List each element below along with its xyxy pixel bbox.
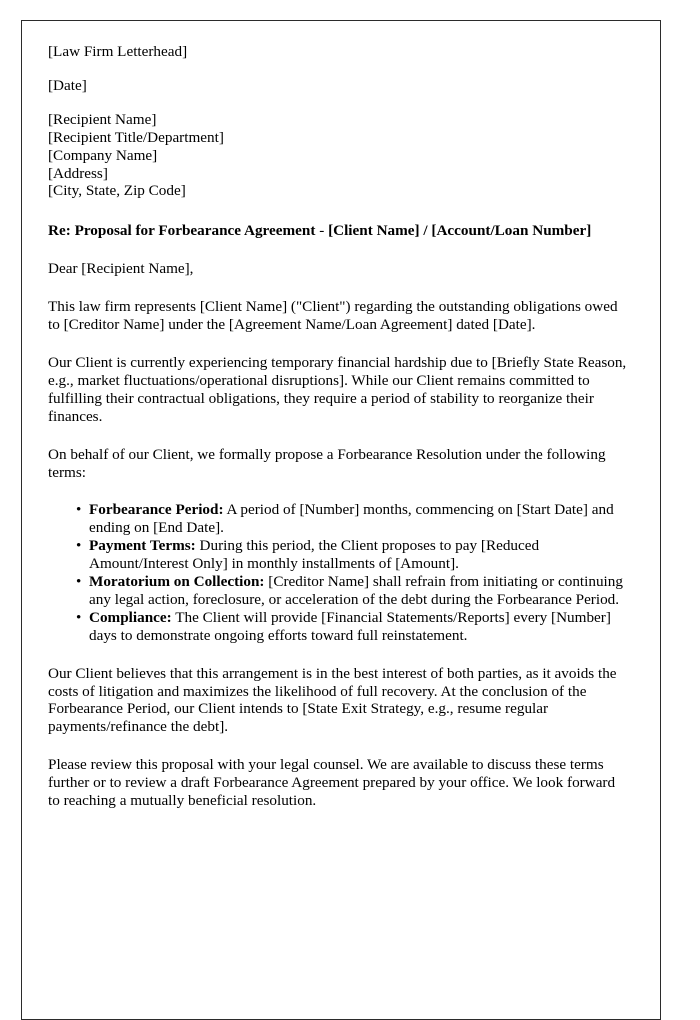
document-content xyxy=(22,21,660,810)
list-item-term: Compliance: xyxy=(89,608,172,626)
spacer xyxy=(48,61,628,77)
recipient-title: [Recipient Title/Department] xyxy=(48,128,224,146)
date-line: [Date] xyxy=(48,76,87,94)
bullet-icon: • xyxy=(76,537,82,555)
paragraph-closing: Please review this proposal with your legal counsel. We are available to discuss these terms further or to review a draft Forbearance Agreement prepared by your office. We look forward to reaching a mutually beneficial resolution. xyxy=(48,756,616,810)
subject-line xyxy=(48,222,628,240)
recipient-city-state-zip: [City, State, Zip Code] xyxy=(48,182,186,200)
list-item-text: During this period, the Client proposes to pay [Reduced Amount/Interest Only] in monthly installments of [Amount]. xyxy=(89,537,540,573)
list-item-text: A period of [Number] months, commencing on [Start Date] and ending on [End Date]. xyxy=(89,501,614,537)
salutation: Dear [Recipient Name], xyxy=(48,260,194,278)
spacer xyxy=(48,736,628,756)
recipient-address-block xyxy=(48,111,628,201)
spacer xyxy=(48,240,628,260)
forbearance-terms-list xyxy=(48,501,628,644)
letterhead-line: [Law Firm Letterhead] xyxy=(48,43,188,60)
list-item xyxy=(76,501,628,537)
spacer xyxy=(48,95,628,111)
spacer xyxy=(48,645,628,665)
subject-prefix: Re: Proposal for Forbearance Agreement xyxy=(48,222,316,240)
list-item-term: Payment Terms: xyxy=(89,537,196,555)
bullet-icon: • xyxy=(76,608,82,626)
bullet-icon: • xyxy=(76,573,82,591)
subject-separator: - xyxy=(315,222,329,240)
list-item-text: The Client will provide [Financial Statements/Reports] every [Number] days to demonstrate ongoing efforts toward full reinstatement. xyxy=(89,608,611,644)
list-item xyxy=(76,609,628,645)
spacer xyxy=(48,426,628,446)
list-item xyxy=(76,537,628,573)
list-item-term: Forbearance Period: xyxy=(89,501,224,519)
paragraph-hardship: Our Client is currently experiencing temporary financial hardship due to [Briefly State Reason, e.g., market fluctuations/operational disruptions]. While our Client remains committed to fulfilling their contractual obligations, they require a period of stability to reorganize their finances. xyxy=(48,353,627,425)
spacer xyxy=(48,334,628,354)
recipient-address: [Address] xyxy=(48,164,108,182)
spacer xyxy=(48,200,628,222)
document-page xyxy=(21,20,661,1020)
spacer xyxy=(48,481,628,501)
recipient-name: [Recipient Name] xyxy=(48,110,157,128)
list-item xyxy=(76,573,628,609)
list-item-text: [Creditor Name] shall refrain from initiating or continuing any legal action, foreclosure, or acceleration of the debt during the Forbearance Period. xyxy=(89,573,623,608)
paragraph-representation: This law firm represents [Client Name] ("Client") regarding the outstanding obligations owed to [Creditor Name] under the [Agreement Name/Loan Agreement] dated [Date]. xyxy=(48,298,618,334)
bullet-icon: • xyxy=(76,501,82,519)
paragraph-benefit: Our Client believes that this arrangement is in the best interest of both parties, as it avoids the costs of litigation and maximizes the likelihood of full recovery. At the conclusion of the Forbearance Period, our Client intends to [State Exit Strategy, e.g., resume regular payments/refinance the debt]. xyxy=(48,664,617,736)
list-item-term: Moratorium on Collection: xyxy=(89,573,265,591)
spacer xyxy=(48,278,628,298)
recipient-company: [Company Name] xyxy=(48,146,158,164)
paragraph-proposal-intro: On behalf of our Client, we formally propose a Forbearance Resolution under the following terms: xyxy=(48,445,606,481)
subject-client-reference: [Client Name] / [Account/Loan Number] xyxy=(328,222,592,240)
